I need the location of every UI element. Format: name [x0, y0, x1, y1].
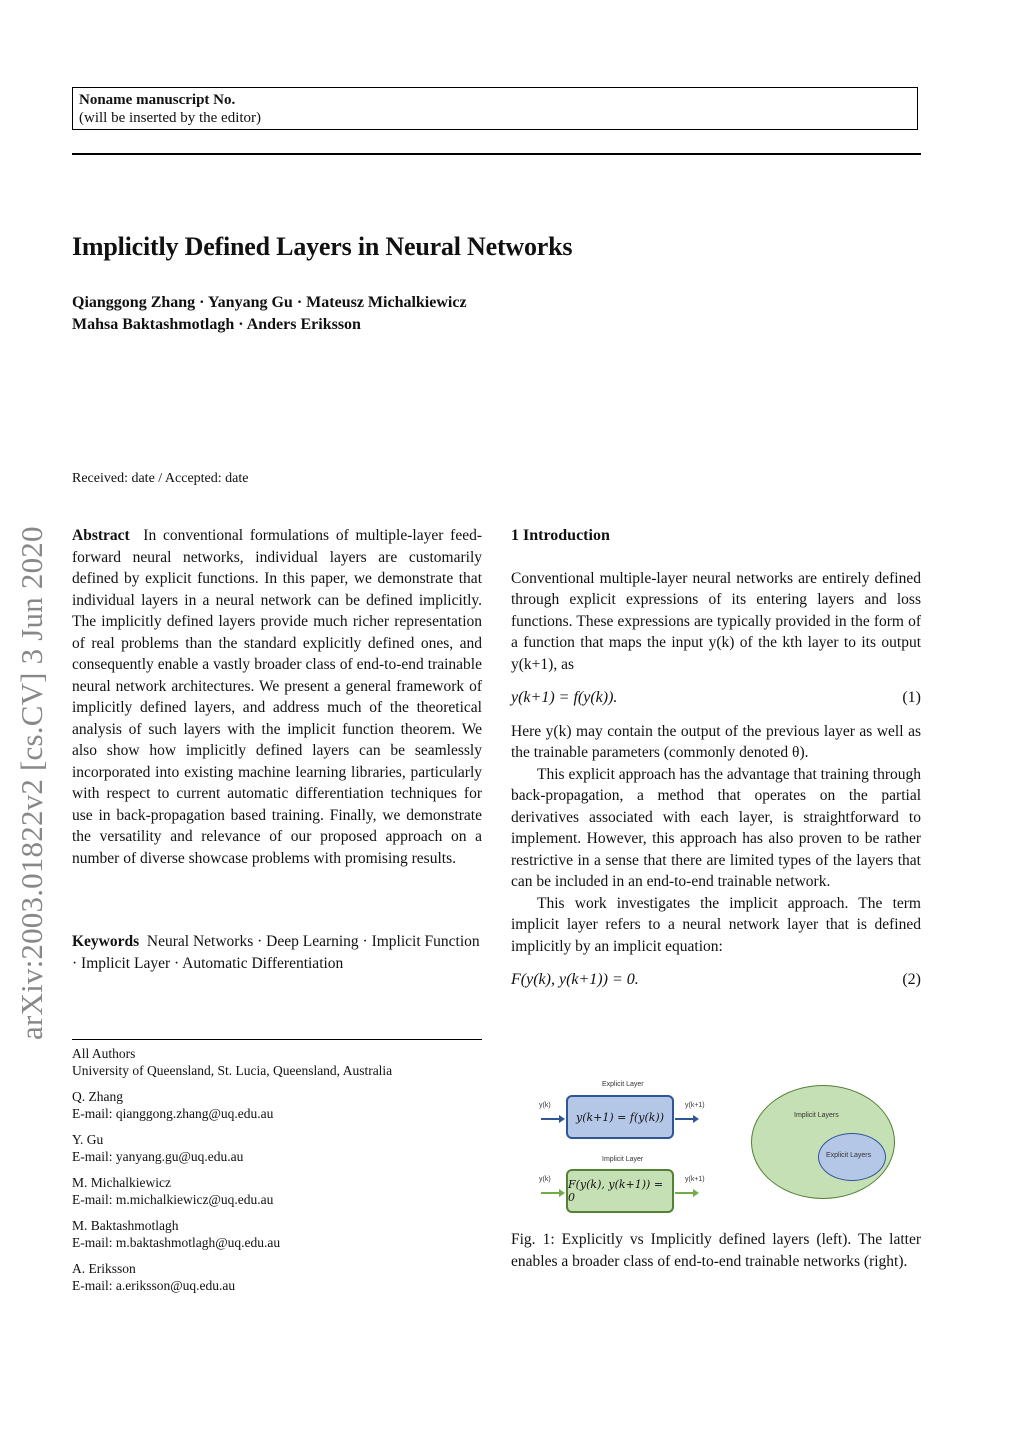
implicit-layers-ellipse [751, 1085, 895, 1199]
input-label: y(k) [539, 1102, 551, 1109]
input-label: y(k) [539, 1176, 551, 1183]
implicit-output-arrow [675, 1192, 697, 1194]
manuscript-header-line2: (will be inserted by the editor) [79, 110, 262, 126]
equation-2 [511, 969, 921, 991]
affiliation-person [72, 1131, 482, 1165]
person-name: Y. Gu [72, 1132, 104, 1147]
header-rule [72, 153, 921, 155]
affiliation-all-text: University of Queensland, St. Lucia, Queensland, Australia [72, 1063, 393, 1078]
implicit-layer-equation: F(y(k), y(k+1)) = 0 [568, 1178, 664, 1204]
explicit-output-arrow [675, 1118, 697, 1120]
person-name: M. Michalkiewicz [72, 1175, 171, 1190]
intro-paragraph-4: This work investigates the implicit approach. The term implicit layer refers to a neural network layer that is defined implicitly by an implicit equation: [511, 894, 921, 955]
venn-inner-label: Explicit Layers [826, 1152, 872, 1159]
paper-title: Implicitly Defined Layers in Neural Networks [72, 232, 573, 261]
output-label: y(k+1) [685, 1176, 705, 1183]
person-email: E-mail: yanyang.gu@uq.edu.au [72, 1149, 244, 1164]
received-line: Received: date / Accepted: date [72, 471, 249, 486]
introduction-section [511, 525, 921, 991]
arxiv-stamp: arXiv:2003.01822v2 [cs.CV] 3 Jun 2020 [14, 526, 49, 1040]
implicit-input-arrow [541, 1192, 563, 1194]
affiliation-person [72, 1260, 482, 1294]
implicit-layer-title: Implicit Layer [602, 1156, 644, 1163]
person-name: M. Baktashmotlagh [72, 1218, 179, 1233]
manuscript-header-line1: Noname manuscript No. [79, 92, 236, 108]
equation-1-number: (1) [902, 689, 921, 706]
section-heading: 1 Introduction [511, 527, 610, 544]
equation-1 [511, 687, 921, 709]
keywords-text: Neural Networks · Deep Learning · Implicit Function · Implicit Layer · Automatic Differentiation [72, 933, 480, 972]
intro-paragraph-3: This explicit approach has the advantage that training through back-propagation, a method that operates on the partial derivatives associated with each layer, is straightforward to implement. However, this approach has also proven to be rather restrictive in a sense that there are limited types of the layers that can be included in an end-to-end trainable network. [511, 765, 921, 890]
affiliation-all [72, 1045, 482, 1079]
affiliation-person [72, 1088, 482, 1122]
explicit-input-arrow [541, 1118, 563, 1120]
equation-2-body: F(y(k), y(k+1)) = 0. [511, 971, 639, 988]
abstract-text: In conventional formulations of multiple-layer feed-forward neural networks, individual layers are customarily defined by explicit functions. In this paper, we demonstrate that individual layers in a neural network can be defined implicitly. The implicitly defined layers provide much richer representation of real problems than the standard explicitly defined ones, and consequently enable a vastly broader class of end-to-end trainable neural network architectures. We present a general framework of implicitly defined layers, and address much of the theoretical analysis of such layers with the implicit function theorem. We also show how implicitly defined layers can be seamlessly incorporated into existing machine learning libraries, particularly with respect to current automatic differentiation techniques for use in back-propagation based training. Finally, we demonstrate the versatility and relevance of our proposed approach on a number of diverse showcase problems with promising results. [72, 527, 482, 867]
figure-1-caption: Fig. 1: Explicitly vs Implicitly defined layers (left). The latter enables a broader class of end-to-end trainable networks (right). [511, 1231, 921, 1270]
equation-1-body: y(k+1) = f(y(k)). [511, 689, 618, 706]
intro-paragraph-2: Here y(k) may contain the output of the previous layer as well as the trainable parameters (commonly denoted θ). [511, 722, 921, 761]
abstract-label: Abstract [72, 527, 130, 544]
keywords-label: Keywords [72, 933, 140, 950]
authors-line1: Qianggong Zhang · Yanyang Gu · Mateusz Michalkiewicz [72, 294, 467, 311]
venn-outer-label: Implicit Layers [794, 1112, 839, 1119]
person-email: E-mail: a.eriksson@uq.edu.au [72, 1278, 236, 1293]
abstract-block [72, 525, 482, 869]
equation-2-number: (2) [902, 971, 921, 988]
intro-paragraph-1: Conventional multiple-layer neural networks are entirely defined through explicit expressions of its entering layers and loss functions. These expressions are typically provided in the form of a function that maps the input y(k) of the kth layer to its output y(k+1), as [511, 569, 921, 673]
explicit-layer-box [566, 1095, 674, 1139]
footnote-rule [72, 1039, 482, 1040]
explicit-layer-equation: y(k+1) = f(y(k)) [575, 1110, 664, 1124]
output-label: y(k+1) [685, 1102, 705, 1109]
person-name: Q. Zhang [72, 1089, 123, 1104]
keywords-block [72, 931, 482, 974]
person-email: E-mail: m.baktashmotlagh@uq.edu.au [72, 1235, 281, 1250]
affiliation-person [72, 1174, 482, 1208]
explicit-layer-title: Explicit Layer [602, 1081, 644, 1088]
affiliation-person [72, 1217, 482, 1251]
affiliation-all-label: All Authors [72, 1046, 136, 1061]
manuscript-header-box [72, 87, 918, 130]
explicit-layers-ellipse [818, 1133, 886, 1181]
person-email: E-mail: m.michalkiewicz@uq.edu.au [72, 1192, 274, 1207]
implicit-layer-box [566, 1169, 674, 1213]
person-name: A. Eriksson [72, 1261, 136, 1276]
author-list [72, 292, 467, 336]
figure-1 [511, 1075, 921, 1205]
authors-line2: Mahsa Baktashmotlagh · Anders Eriksson [72, 316, 361, 333]
person-email: E-mail: qianggong.zhang@uq.edu.au [72, 1106, 274, 1121]
